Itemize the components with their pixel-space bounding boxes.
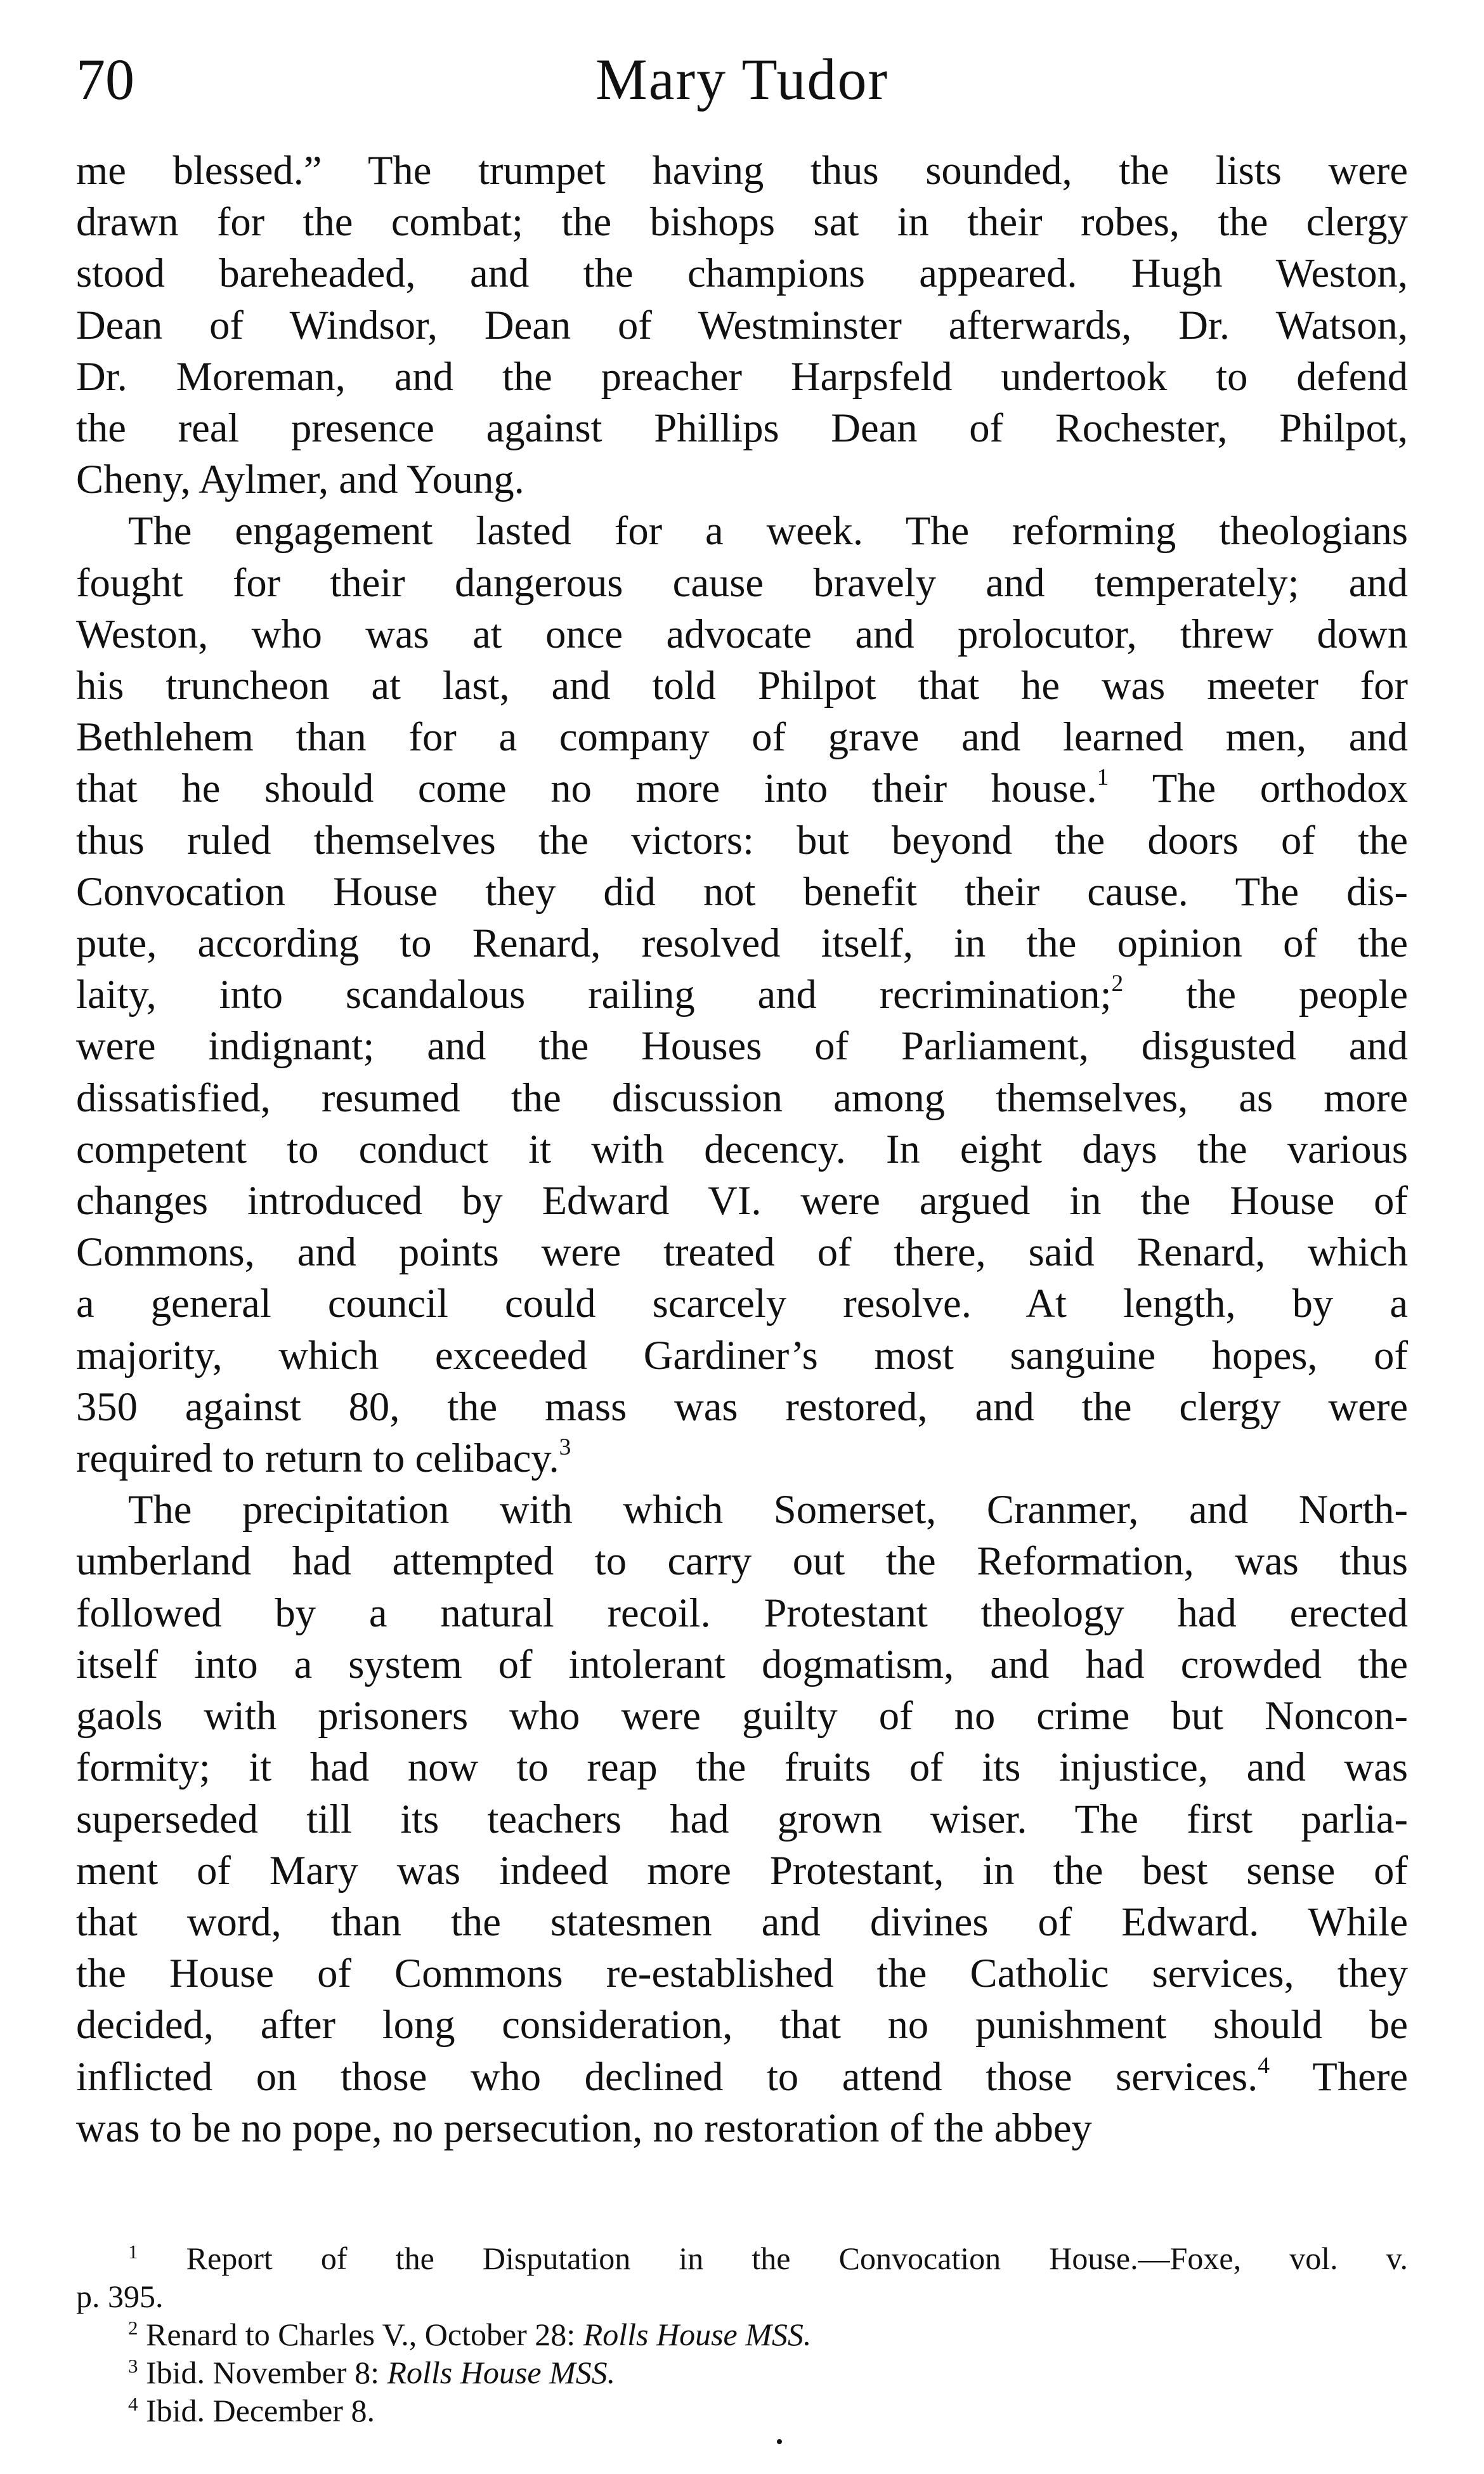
text-line (76, 762, 1408, 814)
text-line: Commons, and points were treated of there, said Renard, which (76, 1229, 1408, 1275)
text-line: Dean of Windsor, Dean of Westminster afterwards, Dr. Watson, (76, 301, 1408, 348)
text-line: were indignant; and the Houses of Parliament, disgusted and (76, 1023, 1408, 1069)
text-segment: laity, into scandalous railing and recrimination; (76, 971, 1112, 1018)
footnote-source: Rolls House MSS. (387, 2355, 616, 2390)
footnote (76, 2392, 1408, 2430)
footnote-text: Ibid. December 8. (146, 2393, 375, 2428)
footnote-reference[interactable]: 2 (1111, 971, 1124, 997)
text-line: Cheny, Aylmer, and Young. (76, 456, 524, 502)
text-line: Bethlehem than for a company of grave and learned men, and (76, 714, 1408, 760)
footnote-text: Ibid. November 8: (146, 2355, 387, 2390)
text-line: a general council could scarcely resolve. At length, by a (76, 1280, 1408, 1326)
text-line: stood bareheaded, and the champions appeared. Hugh Weston, (76, 250, 1408, 296)
text-line: thus ruled themselves the victors: but beyond the doors of the (76, 816, 1408, 863)
text-line: drawn for the combat; the bishops sat in their robes, the clergy (76, 199, 1408, 245)
text-line: 350 against 80, the mass was restored, and the clergy were (76, 1383, 1408, 1429)
text-line (76, 2051, 1408, 2102)
footnote-number: 1 (128, 2240, 138, 2263)
text-line: umberland had attempted to carry out the Reformation, was thus (76, 1538, 1408, 1584)
footnote-number: 3 (128, 2354, 138, 2377)
text-line: was to be no pope, no persecution, no restoration of the abbey (76, 2104, 1092, 2150)
text-line: majority, which exceeded Gardiner’s most sanguine hopes, of (76, 1332, 1408, 1378)
text-line: me blessed.” The trumpet having thus sounded, the lists were (76, 147, 1408, 193)
text-line: ment of Mary was indeed more Protestant, in the best sense of (76, 1847, 1408, 1893)
footnote (76, 2239, 1408, 2277)
text-line: Convocation House they did not benefit their cause. The dis- (76, 868, 1408, 914)
body-text (76, 145, 1408, 2154)
text-line: Dr. Moreman, and the preacher Harpsfeld undertook to defend (76, 353, 1408, 399)
footnote-text: Renard to Charles V., October 28: (146, 2317, 583, 2352)
footnote (76, 2353, 1408, 2392)
text-line: itself into a system of intolerant dogmatism, and had crowded the (76, 1640, 1408, 1687)
text-line: his truncheon at last, and told Philpot that he was meeter for (76, 662, 1408, 709)
running-header (76, 44, 1408, 114)
text-line: pute, according to Renard, resolved itself, in the opinion of the (76, 920, 1408, 966)
footnote-number: 4 (128, 2392, 138, 2415)
footnote-reference[interactable]: 3 (559, 1434, 571, 1461)
footnote-text: Report of the Disputation in the Convocation House.—Foxe, vol. v. (186, 2241, 1409, 2276)
text-line: the real presence against Phillips Dean of Rochester, Philpot, (76, 405, 1408, 451)
text-segment: The orthodox (1109, 765, 1408, 811)
text-line: The engagement lasted for a week. The reforming theologians (128, 507, 1408, 554)
text-line: competent to conduct it with decency. In eight days the various (76, 1125, 1408, 1172)
text-line: fought for their dangerous cause bravely and temperately; and (76, 559, 1408, 605)
text-line (76, 1432, 1408, 1484)
text-line: superseded till its teachers had grown wiser. The first parlia- (76, 1795, 1408, 1842)
text-line: formity; it had now to reap the fruits of its injustice, and was (76, 1744, 1408, 1790)
text-line: gaols with prisoners who were guilty of no crime but Noncon- (76, 1692, 1408, 1739)
text-segment: inflicted on those who declined to attend those services. (76, 2053, 1258, 2099)
footnote-reference[interactable]: 1 (1097, 764, 1109, 791)
text-segment: There (1270, 2053, 1408, 2099)
text-segment: the people (1123, 971, 1408, 1018)
footnote-source: Rolls House MSS. (583, 2317, 812, 2352)
text-line: the House of Commons re-established the Catholic services, they (76, 1950, 1408, 1996)
running-title: Mary Tudor (595, 47, 889, 112)
text-line: changes introduced by Edward VI. were argued in the House of (76, 1177, 1408, 1224)
text-line: Weston, who was at once advocate and prolocutor, threw down (76, 610, 1408, 657)
text-line: dissatisfied, resumed the discussion among themselves, as more (76, 1074, 1408, 1120)
text-segment: that he should come no more into their house. (76, 765, 1097, 811)
footnote (76, 2315, 1408, 2353)
footnote-number: 2 (128, 2316, 138, 2339)
text-segment: required to return to celibacy. (76, 1435, 559, 1481)
page-number: 70 (76, 47, 134, 112)
text-line: The precipitation with which Somerset, Cranmer, and North- (128, 1486, 1408, 1533)
page-mark (777, 2439, 782, 2444)
text-line: followed by a natural recoil. Protestant theology had erected (76, 1589, 1408, 1635)
footnote-reference[interactable]: 4 (1258, 2052, 1270, 2079)
footnote-continuation: p. 395. (76, 2279, 164, 2314)
text-line (76, 969, 1408, 1020)
footnotes (76, 2239, 1408, 2430)
text-line: that word, than the statesmen and divines of Edward. While (76, 1898, 1408, 1944)
text-line: decided, after long consideration, that no punishment should be (76, 2001, 1408, 2048)
